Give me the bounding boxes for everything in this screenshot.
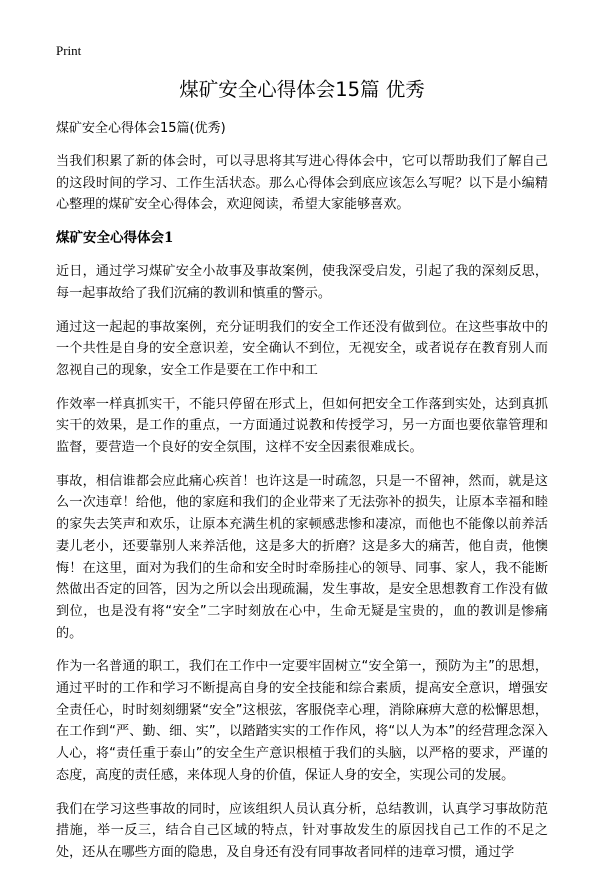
document-subtitle: 煤矿安全心得体会15篇(优秀): [56, 121, 226, 136]
document-page: [56, 0, 548, 860]
body-paragraph-5: 作为一名普通的职工，我们在工作中一定要牢固树立“安全第一，预防为主”的思想，通过平时的工作和学习不断提高自身的安全技能和综合素质，提高安全意识，增强安全责任心，时时刻刻绷紧“安全”这根弦，客服侥幸心理，消除麻痹大意的松懈思想，在工作到“严、勤、细、实”，以踏踏实实的工作作风，将“以人为本”的经营理念深入人心，将“责任重于泰山”的安全生产意识根植于我们的头脑，以严格的要求，严谨的态度，高度的责任感，来体现人身的价值，保证人身的安全，实现公司的发展。: [56, 659, 548, 783]
section-heading: 煤矿安全心得体会1: [56, 230, 174, 247]
body-paragraph-3: 作效率一样真抓实干，不能只停留在形式上，但如何把安全工作落到实处，达到真抓实干的效果，是工作的重点，一方面通过说教和传授学习，另一方面也要依靠管理和监督，要营造一个良好的安全氛围，这样不安全因素很难成长。: [56, 396, 548, 456]
body-paragraph-1: 近日，通过学习煤矿安全小故事及事故案例，使我深受启发，引起了我的深刻反思，每一起事故给了我们沉痛的教训和慎重的警示。: [56, 264, 548, 301]
page-title: 煤矿安全心得体会15篇 优秀: [179, 78, 425, 101]
body-paragraph-6: 我们在学习这些事故的同时，应该组织人员认真分析，总结教训，认真学习事故防范措施，举一反三，结合自己区域的特点，针对事故发生的原因找自己工作的不足之处，还从在哪些方面的隐患，及自身还有没有同事故者同样的违章习惯，通过学: [56, 801, 548, 860]
print-link[interactable]: Print: [56, 43, 82, 58]
body-paragraph-2: 通过这一起起的事故案例，充分证明我们的安全工作还没有做到位。在这些事故中的一个共性是自身的安全意识差，安全确认不到位，无视安全，或者说存在教育别人而忽视自己的现象，安全工作是要在工作中和工: [56, 319, 548, 378]
body-paragraph-4: 事故，相信谁都会应此痛心疾首！也许这是一时疏忽，只是一不留神，然而，就是这么一次违章！给他，他的家庭和我们的企业带来了无法弥补的损失，让原本幸福和睦的家失去笑声和欢乐，让原本充满生机的家顿感悲惨和凄凉，而他也不能像以前养活妻儿老小，还要靠别人来养活他，这是多大的折磨？这是多大的痛苦，他自责，他懊悔！在这里，面对为我们的生命和安全时时牵肠挂心的领导、同事、家人，我不能断然做出否定的回答，因为之所以会出现疏漏，发生事故，是安全思想教育工作没有做到位，也是没有将“安全”二字时刻放在心中，生命无疑是宝贵的，血的教训是惨痛的。: [56, 473, 548, 641]
intro-paragraph: 当我们积累了新的体会时，可以寻思将其写进心得体会中，它可以帮助我们了解自己的这段时间的学习、工作生活状态。那么心得体会到底应该怎么写呢？以下是小编精心整理的煤矿安全心得体会，欢迎阅读，希望大家能够喜欢。: [56, 154, 548, 213]
document-body: [56, 118, 548, 876]
